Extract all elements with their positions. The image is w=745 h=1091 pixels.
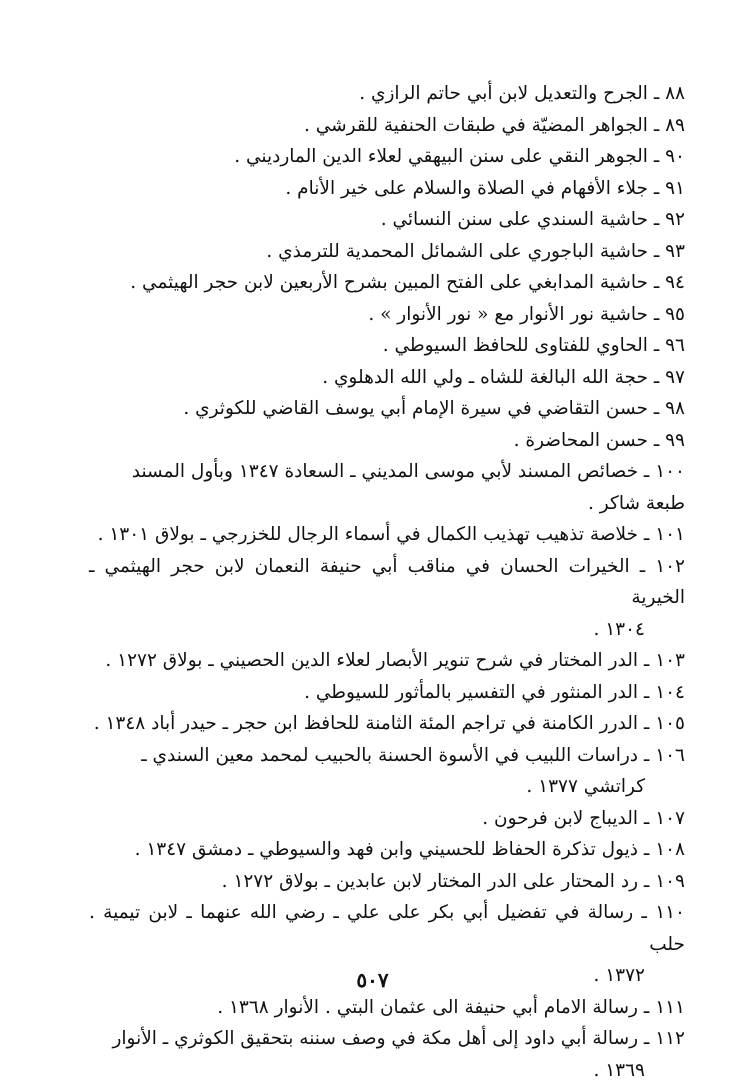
- entry-text: ٩٨ ـ حسن التقاضي في سيرة الإمام أبي يوسف القاضي للكوثري .: [183, 398, 685, 419]
- entry-text: ٨٩ ـ الجواهر المضيّة في طبقات الحنفية للقرشي .: [303, 114, 685, 136]
- bibliography-entry: [89, 393, 685, 425]
- entry-text: ١٠٠ ـ خصائص المسند لأبي موسى المديني ـ السعادة ١٣٤٧ وبأول المسند طبعة شاكر .: [131, 461, 685, 514]
- entry-text: ٩٣ ـ حاشية الباجوري على الشمائل المحمدية للترمذي .: [266, 240, 685, 262]
- entry-text: ١٠٥ ـ الدرر الكامنة في تراجم المئة الثامنة للحافظ ابن حجر ـ حيدر أباد ١٣٤٨ .: [93, 713, 685, 734]
- bibliography-entry: [89, 866, 685, 898]
- entry-text: ١١٠ ـ رسالة في تفضيل أبي بكر على علي ـ رضي الله عنهما ـ لابن تيمية . حلب: [89, 902, 685, 955]
- entry-text: ١٠٣ ـ الدر المختار في شرح تنوير الأبصار لعلاء الدين الحصيني ـ بولاق ١٢٧٢ .: [105, 650, 685, 671]
- entry-text: ١٠٦ ـ دراسات اللبيب في الأسوة الحسنة بالحبيب لمحمد معين السندي ـ: [141, 744, 685, 766]
- page-number: ٥٠٧: [356, 968, 389, 992]
- entry-text: ٩٧ ـ حجة الله البالغة للشاه ـ ولي الله الدهلوي .: [322, 366, 685, 388]
- bibliography-entry: [89, 677, 685, 709]
- bibliography-entry: [89, 519, 685, 551]
- entry-text: ١١٢ ـ رسالة أبي داود إلى أهل مكة في وصف سننه بتحقيق الكوثري ـ الأنوار: [112, 1028, 685, 1049]
- entry-text: ٩٩ ـ حسن المحاضرة .: [513, 429, 685, 451]
- bibliography-entry: [89, 425, 685, 457]
- bibliography-entry: [89, 645, 685, 677]
- bibliography-entry: [89, 1023, 685, 1086]
- entry-text: ١١١ ـ رسالة الامام أبي حنيفة الى عثمان البتي . الأنوار ١٣٦٨ .: [217, 996, 685, 1018]
- bibliography-entry: [89, 141, 685, 173]
- bibliography-entry: [89, 110, 685, 142]
- entry-continuation: ١٣٦٩ .: [593, 1059, 645, 1081]
- bibliography-entry: [89, 708, 685, 740]
- entry-text: ٩٤ ـ حاشية المدابغي على الفتح المبين بشرح الأربعين لابن حجر الهيثمي .: [130, 272, 685, 293]
- bibliography-entry: [89, 330, 685, 362]
- bibliography-entry: [89, 551, 685, 646]
- entry-text: ١٠٤ ـ الدر المنثور في التفسير بالمأثور للسيوطي .: [304, 681, 685, 703]
- bibliography-entry: [89, 740, 685, 803]
- bibliography-entry: [89, 173, 685, 205]
- entry-text: ٩٢ ـ حاشية السندي على سنن النسائي .: [380, 209, 685, 230]
- entry-continuation: ١٣٠٤ .: [593, 618, 645, 640]
- entry-text: ٩١ ـ جلاء الأفهام في الصلاة والسلام على خير الأنام .: [285, 177, 685, 199]
- entry-continuation: كراتشي ١٣٧٧ .: [526, 776, 645, 797]
- entry-continuation: ١٣٧٢ .: [593, 965, 645, 986]
- entry-text: ١٠٩ ـ رد المحتار على الدر المختار لابن عابدين ـ بولاق ١٢٧٢ .: [221, 870, 685, 892]
- bibliography-entry: [89, 299, 685, 331]
- bibliography-list: [89, 78, 685, 1086]
- entry-text: ٩٠ ـ الجوهر النقي على سنن البيهقي لعلاء الدين المارديني .: [234, 146, 685, 167]
- bibliography-entry: [89, 362, 685, 394]
- bibliography-entry: [89, 204, 685, 236]
- bibliography-entry: [89, 992, 685, 1024]
- entry-text: ١٠٨ ـ ذيول تذكرة الحفاظ للحسيني وابن فهد والسيوطي ـ دمشق ١٣٤٧ .: [134, 839, 685, 860]
- entry-text: ٩٦ ـ الحاوي للفتاوى للحافظ السيوطي .: [382, 335, 685, 356]
- bibliography-entry: [89, 803, 685, 835]
- entry-text: ١٠٢ ـ الخيرات الحسان في مناقب أبي حنيفة النعمان لابن حجر الهيثمي ـ الخيرية: [89, 555, 685, 608]
- bibliography-entry: [89, 834, 685, 866]
- entry-text: ٨٨ ـ الجرح والتعديل لابن أبي حاتم الرازي .: [359, 83, 685, 104]
- bibliography-entry: [89, 267, 685, 299]
- entry-text: ١٠٧ ـ الديباج لابن فرحون .: [482, 807, 685, 829]
- bibliography-entry: [89, 236, 685, 268]
- bibliography-entry: [89, 78, 685, 110]
- bibliography-entry: [89, 456, 685, 519]
- entry-text: ١٠١ ـ خلاصة تذهيب تهذيب الكمال في أسماء الرجال للخزرجي ـ بولاق ١٣٠١ .: [97, 524, 685, 545]
- entry-text: ٩٥ ـ حاشية نور الأنوار مع « نور الأنوار » .: [368, 303, 685, 325]
